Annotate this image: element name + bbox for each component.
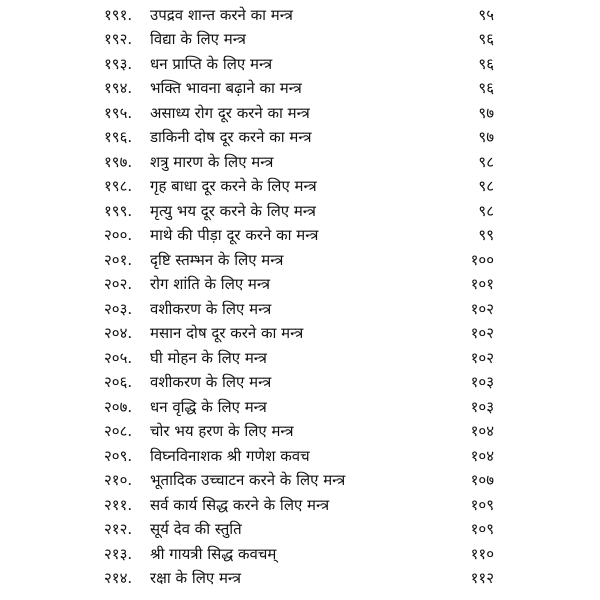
entry-page: १०० xyxy=(470,251,494,269)
toc-entry xyxy=(104,3,494,27)
entry-number: १९८. xyxy=(104,177,133,195)
entry-page: ९८ xyxy=(478,153,494,171)
entry-page: १०३ xyxy=(470,373,494,391)
entry-number: २०६. xyxy=(104,373,133,391)
toc-entry xyxy=(104,395,494,419)
entry-title: गृह बाधा दूर करने के लिए मन्त्र xyxy=(150,177,317,195)
entry-number: २०३. xyxy=(104,300,133,318)
toc-entry xyxy=(104,566,494,590)
entry-number: २०५. xyxy=(104,349,133,367)
entry-page: ९९ xyxy=(478,226,494,244)
entry-page: ११२ xyxy=(470,569,494,587)
entry-number: २०८. xyxy=(104,422,133,440)
toc-entry xyxy=(104,444,494,468)
entry-title: असाध्य रोग दूर करने का मन्त्र xyxy=(150,104,310,122)
entry-page: १०३ xyxy=(470,398,494,416)
entry-title: माथे की पीड़ा दूर करने का मन्त्र xyxy=(150,226,319,244)
entry-number: २०१. xyxy=(104,251,133,269)
entry-page: १०१ xyxy=(470,275,494,293)
entry-title: रोग शांति के लिए मन्त्र xyxy=(150,275,271,293)
entry-page: ९५ xyxy=(478,6,494,24)
entry-title: डाकिनी दोष दूर करने का मन्त्र xyxy=(150,128,312,146)
entry-title: रक्षा के लिए मन्त्र xyxy=(150,569,242,587)
toc-entry xyxy=(104,27,494,51)
entry-title: वशीकरण के लिए मन्त्र xyxy=(150,300,272,318)
entry-title: चोर भय हरण के लिए मन्त्र xyxy=(150,422,294,440)
entry-page: ९६ xyxy=(478,30,494,48)
entry-number: २०४. xyxy=(104,324,133,342)
entry-page: ९८ xyxy=(478,177,494,195)
entry-title: विघ्नविनाशक श्री गणेश कवच xyxy=(150,447,310,465)
entry-title: विद्या के लिए मन्त्र xyxy=(150,30,246,48)
entry-title: मसान दोष दूर करने का मन्त्र xyxy=(150,324,304,342)
entry-title: शत्रु मारण के लिए मन्त्र xyxy=(150,153,274,171)
toc-entry xyxy=(104,517,494,541)
entry-number: २१४. xyxy=(104,569,133,587)
entry-title: दृष्टि स्तम्भन के लिए मन्त्र xyxy=(150,251,284,269)
entry-page: १०२ xyxy=(470,349,494,367)
entry-title: मृत्यु भय दूर करने के लिए मन्त्र xyxy=(150,202,316,220)
entry-number: २१०. xyxy=(104,471,133,489)
entry-page: १०९ xyxy=(470,520,494,538)
toc-entry xyxy=(104,125,494,149)
entry-number: १९९. xyxy=(104,202,133,220)
entry-page: ११० xyxy=(470,545,494,563)
entry-number: १९५. xyxy=(104,104,133,122)
toc-entry xyxy=(104,52,494,76)
entry-title: उपद्रव शान्त करने का मन्त्र xyxy=(150,6,293,24)
toc-entry xyxy=(104,101,494,125)
entry-number: १९४. xyxy=(104,79,133,97)
entry-number: १९७. xyxy=(104,153,133,171)
entry-number: १९६. xyxy=(104,128,133,146)
entry-page: १०२ xyxy=(470,300,494,318)
entry-title: भूतादिक उच्चाटन करने के लिए मन्त्र xyxy=(150,471,346,489)
entry-number: २१२. xyxy=(104,520,133,538)
toc-entry xyxy=(104,76,494,100)
entry-page: १०२ xyxy=(470,324,494,342)
toc-entry xyxy=(104,370,494,394)
toc-entry xyxy=(104,542,494,566)
toc-entry xyxy=(104,150,494,174)
toc-entry xyxy=(104,493,494,517)
toc-entry xyxy=(104,419,494,443)
entry-title: श्री गायत्री सिद्ध कवचम् xyxy=(150,545,277,563)
entry-number: १९३. xyxy=(104,55,133,73)
entry-page: १०४ xyxy=(470,447,494,465)
toc-entry xyxy=(104,248,494,272)
toc-entry xyxy=(104,321,494,345)
entry-number: १९२. xyxy=(104,30,133,48)
entry-title: धन वृद्धि के लिए मन्त्र xyxy=(150,398,267,416)
entry-title: धन प्राप्ति के लिए मन्त्र xyxy=(150,55,273,73)
entry-title: भक्ति भावना बढ़ाने का मन्त्र xyxy=(150,79,302,97)
toc-entry xyxy=(104,174,494,198)
entry-page: ९६ xyxy=(478,79,494,97)
toc-entry xyxy=(104,468,494,492)
toc-entry xyxy=(104,346,494,370)
entry-number: २११. xyxy=(104,496,133,514)
entry-number: २१३. xyxy=(104,545,133,563)
entry-page: १०७ xyxy=(470,471,494,489)
entry-page: १०९ xyxy=(470,496,494,514)
entry-title: घी मोहन के लिए मन्त्र xyxy=(150,349,267,367)
entry-page: ९७ xyxy=(478,128,494,146)
entry-number: २०७. xyxy=(104,398,133,416)
toc-entry xyxy=(104,297,494,321)
entry-number: २०२. xyxy=(104,275,133,293)
entry-page: ९८ xyxy=(478,202,494,220)
entry-title: वशीकरण के लिए मन्त्र xyxy=(150,373,272,391)
entry-number: २००. xyxy=(104,226,133,244)
entry-title: सर्व कार्य सिद्ध करने के लिए मन्त्र xyxy=(150,496,330,514)
entry-title: सूर्य देव की स्तुति xyxy=(150,520,242,538)
entry-number: २०९. xyxy=(104,447,133,465)
entry-page: १०४ xyxy=(470,422,494,440)
entry-page: ९७ xyxy=(478,104,494,122)
toc-entry xyxy=(104,272,494,296)
toc-entry xyxy=(104,223,494,247)
entry-page: ९६ xyxy=(478,55,494,73)
entry-number: १९१. xyxy=(104,6,133,24)
toc-entry xyxy=(104,199,494,223)
